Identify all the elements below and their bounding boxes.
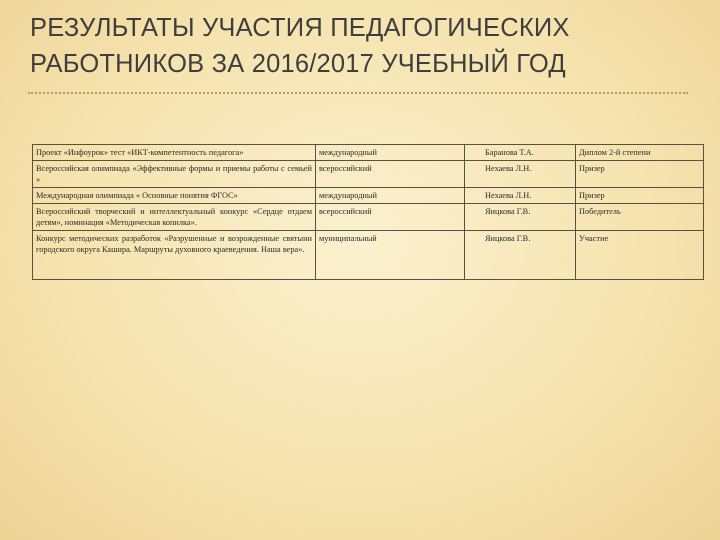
- participant-cell: Баранова Т.А.: [465, 145, 576, 161]
- result-cell: Победитель: [576, 204, 704, 231]
- title-divider: [28, 92, 688, 94]
- table-row: [33, 188, 704, 204]
- level-cell: муниципальный: [316, 231, 465, 280]
- table-row: [33, 161, 704, 188]
- participant-cell: Нехаева Л.Н.: [465, 161, 576, 188]
- level-cell: всероссийский: [316, 161, 465, 188]
- table-row: [33, 231, 704, 280]
- event-cell: Всероссийский творческий и интеллектуальный конкурс «Сердце отдаем детям», номинация «Методическая копилка».: [33, 204, 316, 231]
- table-row: [33, 204, 704, 231]
- participant-cell: Яицкова Г.В.: [465, 231, 576, 280]
- result-cell: Участие: [576, 231, 704, 280]
- result-cell: Диплом 2-й степени: [576, 145, 704, 161]
- event-cell: Проект «Инфоурок» тест «ИКТ-компетентность педагога»: [33, 145, 316, 161]
- event-cell: Конкурс методических разработок «Разрушенные и возрожденные святыни городского округа Кашира. Маршруты духовного краеведения. Наша вера».: [33, 231, 316, 280]
- level-cell: международный: [316, 188, 465, 204]
- slide-title-line-1: РЕЗУЛЬТАТЫ УЧАСТИЯ ПЕДАГОГИЧЕСКИХ: [30, 14, 570, 42]
- level-cell: всероссийский: [316, 204, 465, 231]
- result-cell: Призер: [576, 161, 704, 188]
- level-cell: международный: [316, 145, 465, 161]
- event-cell: Всероссийская олимпиада «Эффективные формы и приемы работы с семьей »: [33, 161, 316, 188]
- event-cell: Международная олимпиада « Основные понятия ФГОС»: [33, 188, 316, 204]
- result-cell: Призер: [576, 188, 704, 204]
- slide-title-line-2: РАБОТНИКОВ ЗА 2016/2017 УЧЕБНЫЙ ГОД: [30, 50, 566, 78]
- slide-title: [30, 10, 700, 82]
- table-row: [33, 145, 704, 161]
- results-table: [32, 144, 704, 280]
- participant-cell: Яицкова Г.В.: [465, 204, 576, 231]
- participant-cell: Нехаева Л.Н.: [465, 188, 576, 204]
